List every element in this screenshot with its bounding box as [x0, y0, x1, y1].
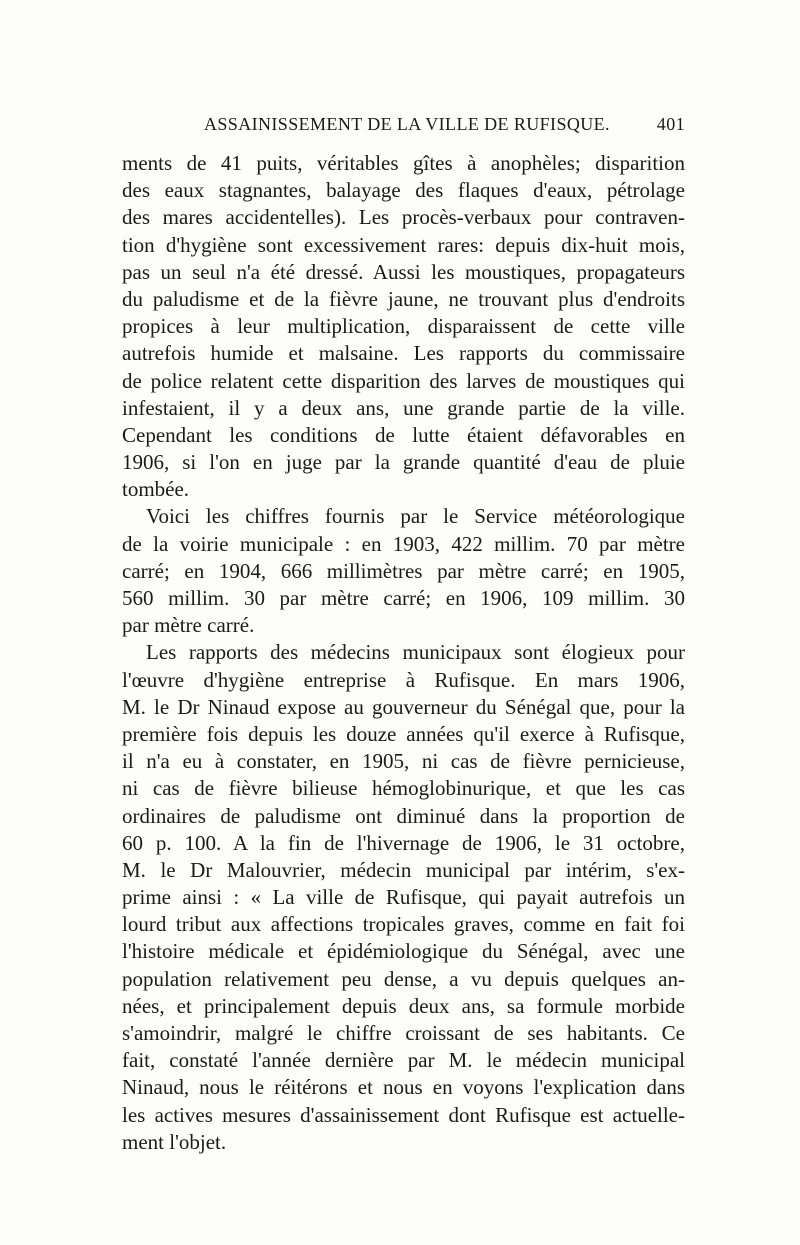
- text-line: prime ainsi : « La ville de Rufisque, qui payait autrefois un: [122, 885, 685, 910]
- text-line: ni cas de fièvre bilieuse hémoglobinurique, et que les cas: [122, 776, 685, 801]
- text-line: par mètre carré.: [122, 613, 255, 638]
- text-line: première fois depuis les douze années qu'il exerce à Rufisque,: [122, 721, 685, 746]
- text-line: 60 p. 100. A la fin de l'hivernage de 1906, le 31 octobre,: [122, 830, 685, 855]
- text-line: de la voirie municipale : en 1903, 422 millim. 70 par mètre: [122, 531, 685, 556]
- text-line: ment l'objet.: [122, 1129, 227, 1154]
- text-line: 560 millim. 30 par mètre carré; en 1906, 109 millim. 30: [122, 586, 685, 610]
- text-line: M. le Dr Ninaud expose au gouverneur du Sénégal que, pour la: [122, 694, 685, 719]
- text-line: nées, et principalement depuis deux ans, sa formule morbide: [122, 993, 685, 1018]
- text-line: tombée.: [122, 477, 190, 502]
- text-line: l'œuvre d'hygiène entreprise à Rufisque. En mars 1906,: [122, 667, 685, 692]
- text-line: du paludisme et de la fièvre jaune, ne trouvant plus d'endroits: [122, 286, 685, 311]
- text-line: de police relatent cette disparition des larves de moustiques qui: [122, 368, 685, 393]
- text-line: pas un seul n'a été dressé. Aussi les moustiques, propagateurs: [122, 259, 685, 284]
- paragraph: [122, 639, 685, 1156]
- text-line: s'amoindrir, malgré le chiffre croissant de ses habitants. Ce: [122, 1021, 685, 1045]
- text-line: propices à leur multiplication, disparaissent de cette ville: [122, 314, 685, 339]
- text-line: population relativement peu dense, a vu depuis quelques an-: [122, 966, 685, 991]
- text-line: carré; en 1904, 666 millimètres par mètre carré; en 1905,: [122, 558, 685, 583]
- text-line: Ninaud, nous le réitérons et nous en voyons l'explication dans: [122, 1075, 685, 1100]
- text-line: 1906, si l'on en juge par la grande quantité d'eau de pluie: [122, 450, 685, 475]
- paragraph: [122, 150, 685, 503]
- text-line: des eaux stagnantes, balayage des flaques d'eaux, pétrolage: [122, 178, 685, 203]
- text-line: ments de 41 puits, véritables gîtes à anophèles; disparition: [122, 151, 685, 175]
- text-line: il n'a eu à constater, en 1905, ni cas de fièvre pernicieuse,: [122, 749, 685, 774]
- text-line: ordinaires de paludisme ont diminué dans la proportion de: [122, 803, 685, 828]
- running-head: [122, 114, 685, 144]
- paragraph: [122, 503, 685, 639]
- body-text: [122, 150, 685, 1156]
- text-line: des mares accidentelles). Les procès-verbaux pour contraven-: [122, 205, 685, 230]
- text-line: les actives mesures d'assainissement dont Rufisque est actuelle-: [122, 1102, 685, 1127]
- text-line: autrefois humide et malsaine. Les rapports du commissaire: [122, 341, 685, 366]
- text-line: tion d'hygiène sont excessivement rares: depuis dix-huit mois,: [122, 232, 685, 257]
- text-line: Voici les chiffres fournis par le Service météorologique: [146, 504, 685, 529]
- text-line: lourd tribut aux affections tropicales graves, comme en fait foi: [122, 912, 685, 937]
- text-line: Cependant les conditions de lutte étaient défavorables en: [122, 422, 685, 447]
- text-line: infestaient, il y a deux ans, une grande partie de la ville.: [122, 395, 685, 420]
- text-line: fait, constaté l'année dernière par M. le médecin municipal: [122, 1048, 685, 1073]
- text-line: l'histoire médicale et épidémiologique du Sénégal, avec une: [122, 939, 685, 964]
- text-line: Les rapports des médecins municipaux sont élogieux pour: [146, 640, 685, 665]
- text-line: M. le Dr Malouvrier, médecin municipal par intérim, s'ex-: [122, 857, 685, 882]
- running-head-title: ASSAINISSEMENT DE LA VILLE DE RUFISQUE.: [204, 114, 610, 134]
- page-number: 401: [656, 114, 685, 134]
